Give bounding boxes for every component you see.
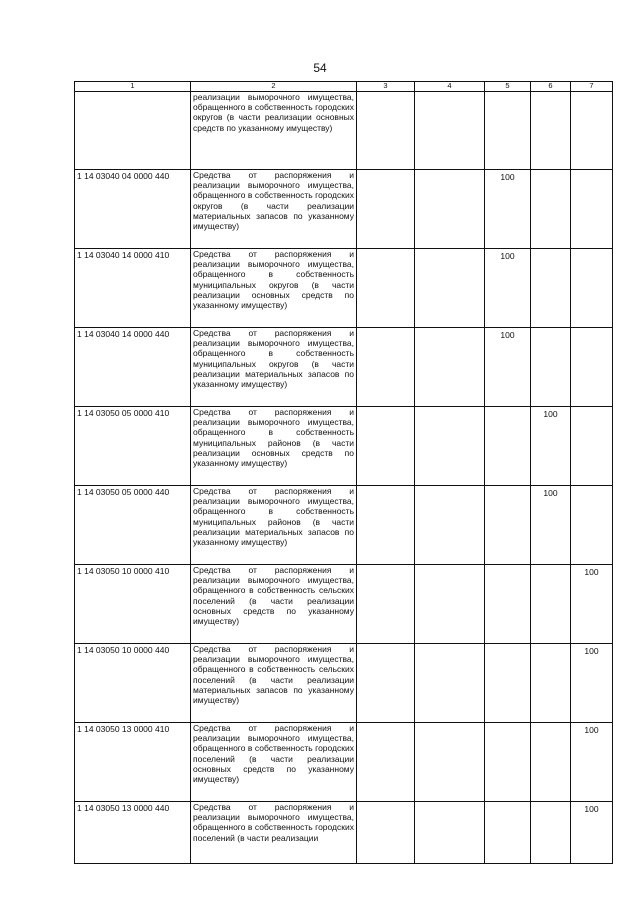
budget-code-cell: 1 14 03050 10 0000 440 (75, 644, 191, 723)
value-cell-col-3 (357, 723, 415, 802)
value-cell-col-3 (357, 644, 415, 723)
column-header: 4 (415, 82, 485, 92)
value-cell-col-3 (357, 328, 415, 407)
description-cell: Средства от распоряжения и реализации выморочного имущества, обращенного в собственность городских поселений (в части реализации (191, 802, 357, 864)
value-cell-col-5: 100 (485, 170, 531, 249)
table-row (75, 249, 613, 328)
value-cell-col-5 (485, 92, 531, 170)
column-header: 7 (571, 82, 613, 92)
value-cell-col-4 (415, 328, 485, 407)
table-row (75, 328, 613, 407)
value-cell-col-5 (485, 802, 531, 864)
description-cell: Средства от распоряжения и реализации выморочного имущества, обращенного в собственность городских округов (в части реализации материальных запасов по указанному имуществу) (191, 170, 357, 249)
table-row (75, 92, 613, 170)
value-cell-col-3 (357, 407, 415, 486)
value-cell-col-3 (357, 92, 415, 170)
value-cell-col-4 (415, 723, 485, 802)
table-row (75, 644, 613, 723)
table-row (75, 723, 613, 802)
table-row (75, 802, 613, 864)
description-cell: Средства от распоряжения и реализации выморочного имущества, обращенного в собственность муниципальных округов (в части реализации материальных запасов по указанному имуществу) (191, 328, 357, 407)
value-cell-col-4 (415, 565, 485, 644)
value-cell-col-5 (485, 486, 531, 565)
budget-code-cell: 1 14 03050 05 0000 410 (75, 407, 191, 486)
value-cell-col-7 (571, 249, 613, 328)
table-row (75, 486, 613, 565)
description-cell: Средства от распоряжения и реализации выморочного имущества, обращенного в собственность муниципальных районов (в части реализации материальных запасов по указанному имуществу) (191, 486, 357, 565)
page-number: 54 (313, 61, 327, 75)
value-cell-col-6 (531, 723, 571, 802)
value-cell-col-6 (531, 802, 571, 864)
budget-code-cell: 1 14 03050 10 0000 410 (75, 565, 191, 644)
description-cell: Средства от распоряжения и реализации выморочного имущества, обращенного в собственность муниципальных районов (в части реализации основных средств по указанному имуществу) (191, 407, 357, 486)
value-cell-col-4 (415, 249, 485, 328)
budget-code-cell: 1 14 03050 05 0000 440 (75, 486, 191, 565)
value-cell-col-5 (485, 407, 531, 486)
value-cell-col-6 (531, 170, 571, 249)
value-cell-col-5 (485, 723, 531, 802)
value-cell-col-7 (571, 486, 613, 565)
table-row (75, 170, 613, 249)
revenue-distribution-table (74, 81, 613, 864)
table-row (75, 407, 613, 486)
budget-code-cell: 1 14 03050 13 0000 440 (75, 802, 191, 864)
value-cell-col-3 (357, 170, 415, 249)
value-cell-col-5 (485, 644, 531, 723)
value-cell-col-3 (357, 565, 415, 644)
value-cell-col-5: 100 (485, 249, 531, 328)
value-cell-col-4 (415, 92, 485, 170)
table-body (75, 82, 613, 864)
value-cell-col-3 (357, 802, 415, 864)
description-cell: Средства от распоряжения и реализации выморочного имущества, обращенного в собственность городских поселений (в части реализации основных средств по указанному имуществу) (191, 723, 357, 802)
value-cell-col-7: 100 (571, 723, 613, 802)
table-row (75, 565, 613, 644)
value-cell-col-5: 100 (485, 328, 531, 407)
column-header: 3 (357, 82, 415, 92)
description-cell: Средства от распоряжения и реализации выморочного имущества, обращенного в собственность муниципальных округов (в части реализации основных средств по указанному имуществу) (191, 249, 357, 328)
value-cell-col-6 (531, 565, 571, 644)
budget-code-cell: 1 14 03040 04 0000 440 (75, 170, 191, 249)
value-cell-col-4 (415, 486, 485, 565)
value-cell-col-7 (571, 407, 613, 486)
value-cell-col-5 (485, 565, 531, 644)
value-cell-col-6 (531, 92, 571, 170)
value-cell-col-6 (531, 249, 571, 328)
description-cell: Средства от распоряжения и реализации выморочного имущества, обращенного в собственность сельских поселений (в части реализации основных средств по указанному имуществу) (191, 565, 357, 644)
value-cell-col-4 (415, 644, 485, 723)
value-cell-col-7 (571, 170, 613, 249)
budget-code-cell: 1 14 03040 14 0000 410 (75, 249, 191, 328)
value-cell-col-4 (415, 170, 485, 249)
value-cell-col-7 (571, 328, 613, 407)
header-row (75, 82, 613, 92)
column-header: 6 (531, 82, 571, 92)
value-cell-col-3 (357, 249, 415, 328)
value-cell-col-6: 100 (531, 486, 571, 565)
budget-code-cell: 1 14 03050 13 0000 410 (75, 723, 191, 802)
value-cell-col-4 (415, 407, 485, 486)
value-cell-col-3 (357, 486, 415, 565)
column-header: 2 (191, 82, 357, 92)
column-header: 5 (485, 82, 531, 92)
value-cell-col-6: 100 (531, 407, 571, 486)
value-cell-col-6 (531, 644, 571, 723)
budget-code-cell: 1 14 03040 14 0000 440 (75, 328, 191, 407)
column-header: 1 (75, 82, 191, 92)
value-cell-col-7: 100 (571, 644, 613, 723)
value-cell-col-4 (415, 802, 485, 864)
value-cell-col-7 (571, 92, 613, 170)
value-cell-col-7: 100 (571, 565, 613, 644)
description-cell: Средства от распоряжения и реализации выморочного имущества, обращенного в собственность сельских поселений (в части реализации материальных запасов по указанному имуществу) (191, 644, 357, 723)
budget-code-cell (75, 92, 191, 170)
description-cell: реализации выморочного имущества, обращенного в собственность городских округов (в части реализации основных средств по указанному имуществу) (191, 92, 357, 170)
value-cell-col-6 (531, 328, 571, 407)
value-cell-col-7: 100 (571, 802, 613, 864)
